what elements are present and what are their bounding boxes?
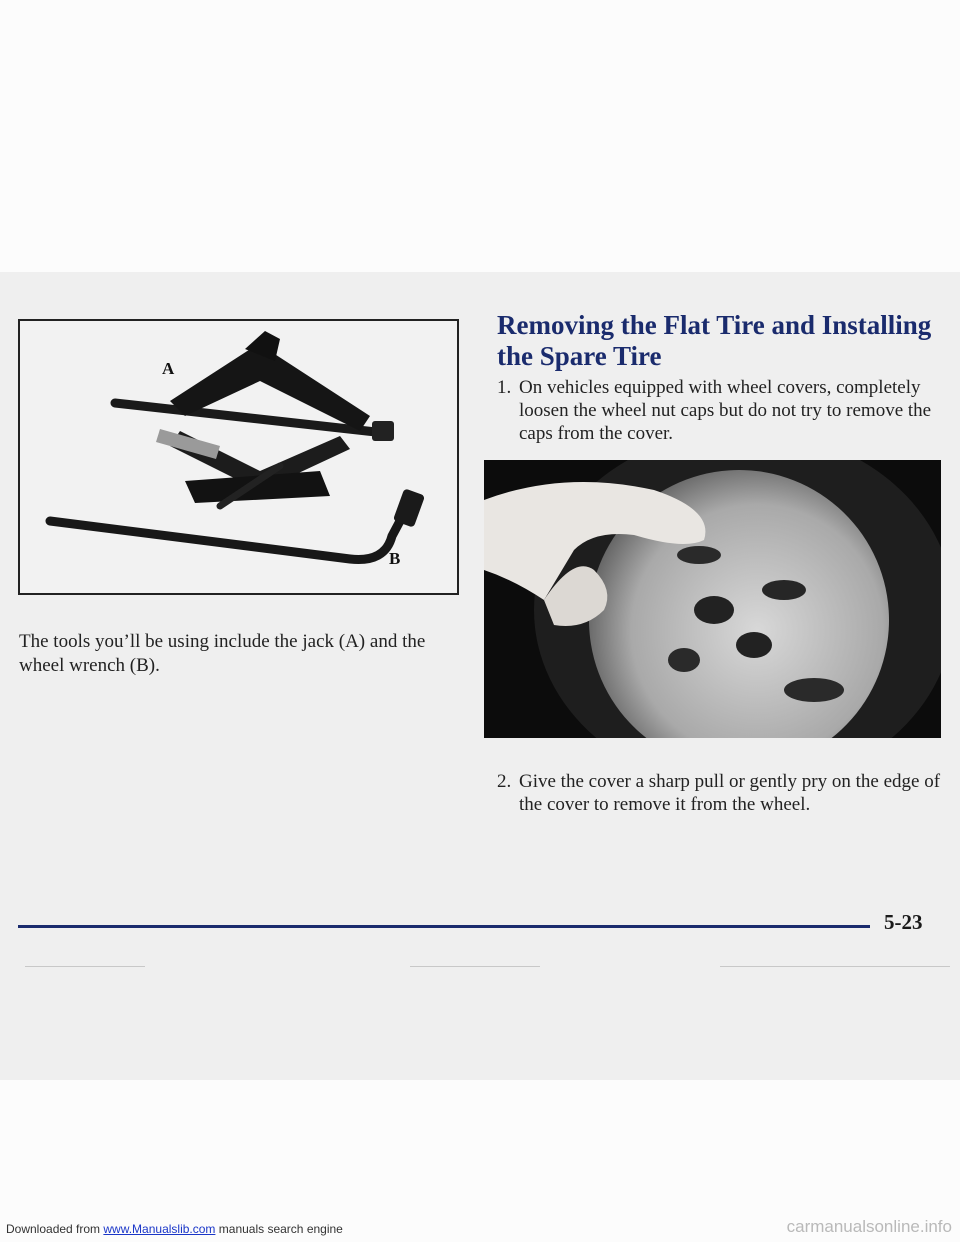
step-text: Give the cover a sharp pull or gently pry on the edge of the cover to remove it from the wheel.	[519, 771, 941, 815]
footer-prefix: Downloaded from	[6, 1222, 104, 1236]
section-title: Removing the Flat Tire and Installing the Spare Tire	[497, 310, 932, 371]
wheel-cover-photo	[484, 460, 941, 738]
step-number: 1.	[497, 377, 512, 398]
figure-label-a: A	[162, 359, 175, 378]
page-number: 5-23	[884, 910, 923, 934]
step-text: On vehicles equipped with wheel covers, completely loosen the wheel nut caps but do not try to remove the caps from the cover.	[519, 377, 932, 444]
step-number: 2.	[497, 771, 512, 792]
figure-caption: The tools you’ll be using include the jack (A) and the wheel wrench (B).	[19, 631, 426, 676]
footer-rule	[18, 925, 870, 928]
figure-label-b: B	[389, 549, 401, 568]
site-watermark: carmanualsonline.info	[786, 1217, 952, 1236]
scan-artifact	[410, 966, 540, 967]
step-2	[497, 770, 947, 816]
scan-artifact	[720, 966, 950, 967]
download-footer	[6, 1222, 343, 1236]
scan-artifact	[25, 966, 145, 967]
wheel-cover-image	[484, 460, 941, 738]
jack-wrench-figure	[18, 319, 459, 595]
step-1	[497, 376, 947, 445]
footer-suffix: manuals search engine	[215, 1222, 343, 1236]
manualslib-link[interactable]: www.Manualslib.com	[103, 1222, 216, 1236]
